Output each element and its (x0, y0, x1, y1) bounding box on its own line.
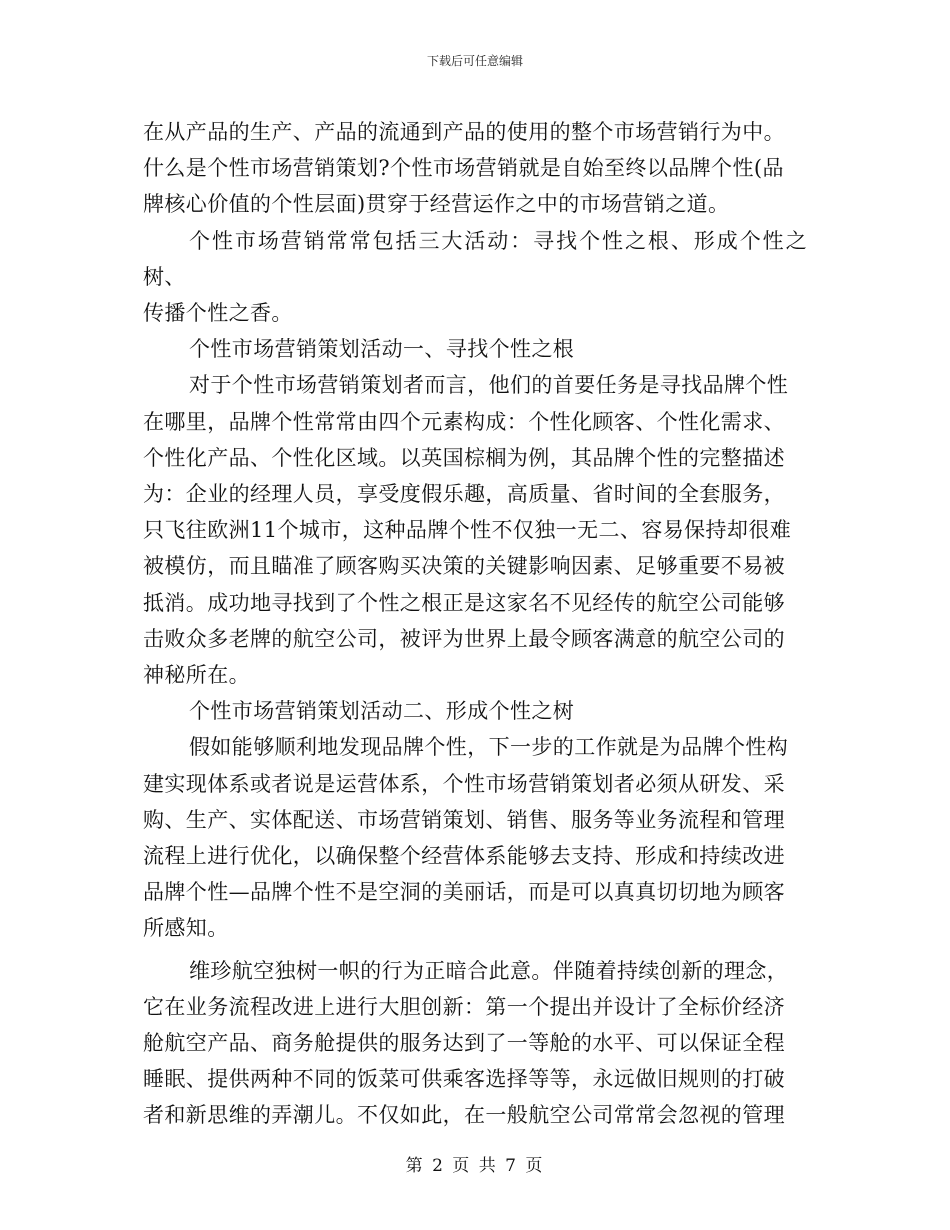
page-footer: 第 2 页 共 7 页 (405, 1156, 545, 1176)
paragraph-virgin-example: 维珍航空独树一帜的行为正暗合此意。伴随着持续创新的理念， 它在业务流程改进上进行大胆创新：第一个提出并设计了全标价经济 舱航空产品、商务舱提供的服务达到了一等舱的水平、可以保证全程 睡眠、提供两种不同的饭菜可供乘客选择等等，永远做旧规则的打破 者和新思维的弄潮儿。不仅如此，在一般航空公司常常会忽视的管理 (143, 958, 789, 1128)
section-heading-activity-two: 个性市场营销策划活动二、形成个性之树 (189, 699, 575, 724)
paragraph-form-tree: 假如能够顺利地发现品牌个性，下一步的工作就是为品牌个性构 建实现体系或者说是运营体系，个性市场营销策划者必须从研发、采 购、生产、实体配送、市场营销策划、销售、服务等业务流程和管理 流程上进行优化，以确保整个经营体系能够去支持、形成和持续改进 品牌个性—品牌个性不是空洞的美丽话，而是可以真真切切地为顾客 所感知。 (143, 735, 789, 941)
paragraph-intro: 在从产品的生产、产品的流通到产品的使用的整个市场营销行为中。 什么是个性市场营销策划?个性市场营销就是自始至终以品牌个性(品 牌核心价值的个性层面)贯穿于经营运作之中的市场营销之道。 (143, 120, 785, 217)
section-heading-activity-one: 个性市场营销策划活动一、寻找个性之根 (189, 337, 575, 362)
document-body (143, 114, 807, 1134)
paragraph-find-root: 对于个性市场营销策划者而言，他们的首要任务是寻找品牌个性 在哪里，品牌个性常常由四个元素构成：个性化顾客、个性化需求、 个性化产品、个性化区域。以英国棕榈为例，其品牌个性的完整描述 为：企业的经理人员，享受度假乐趣，高质量、省时间的全套服务， 只飞往欧洲11个城市，这种品牌个性不仅独一无二、容易保持却很难 被模仿，而且瞄准了顾客购买决策的关键影响因素、足够重要不易被 抵消。成功地寻找到了个性之根正是这家名不见经传的航空公司能够 击败众多老牌的航空公司，被评为世界上最令顾客满意的航空公司的 神秘所在。 (143, 373, 792, 688)
page-header: 下载后可任意编辑 (426, 54, 523, 68)
paragraph-three-activities: 个性市场营销常常包括三大活动：寻找个性之根、形成个性之树、 传播个性之香。 (143, 228, 807, 326)
